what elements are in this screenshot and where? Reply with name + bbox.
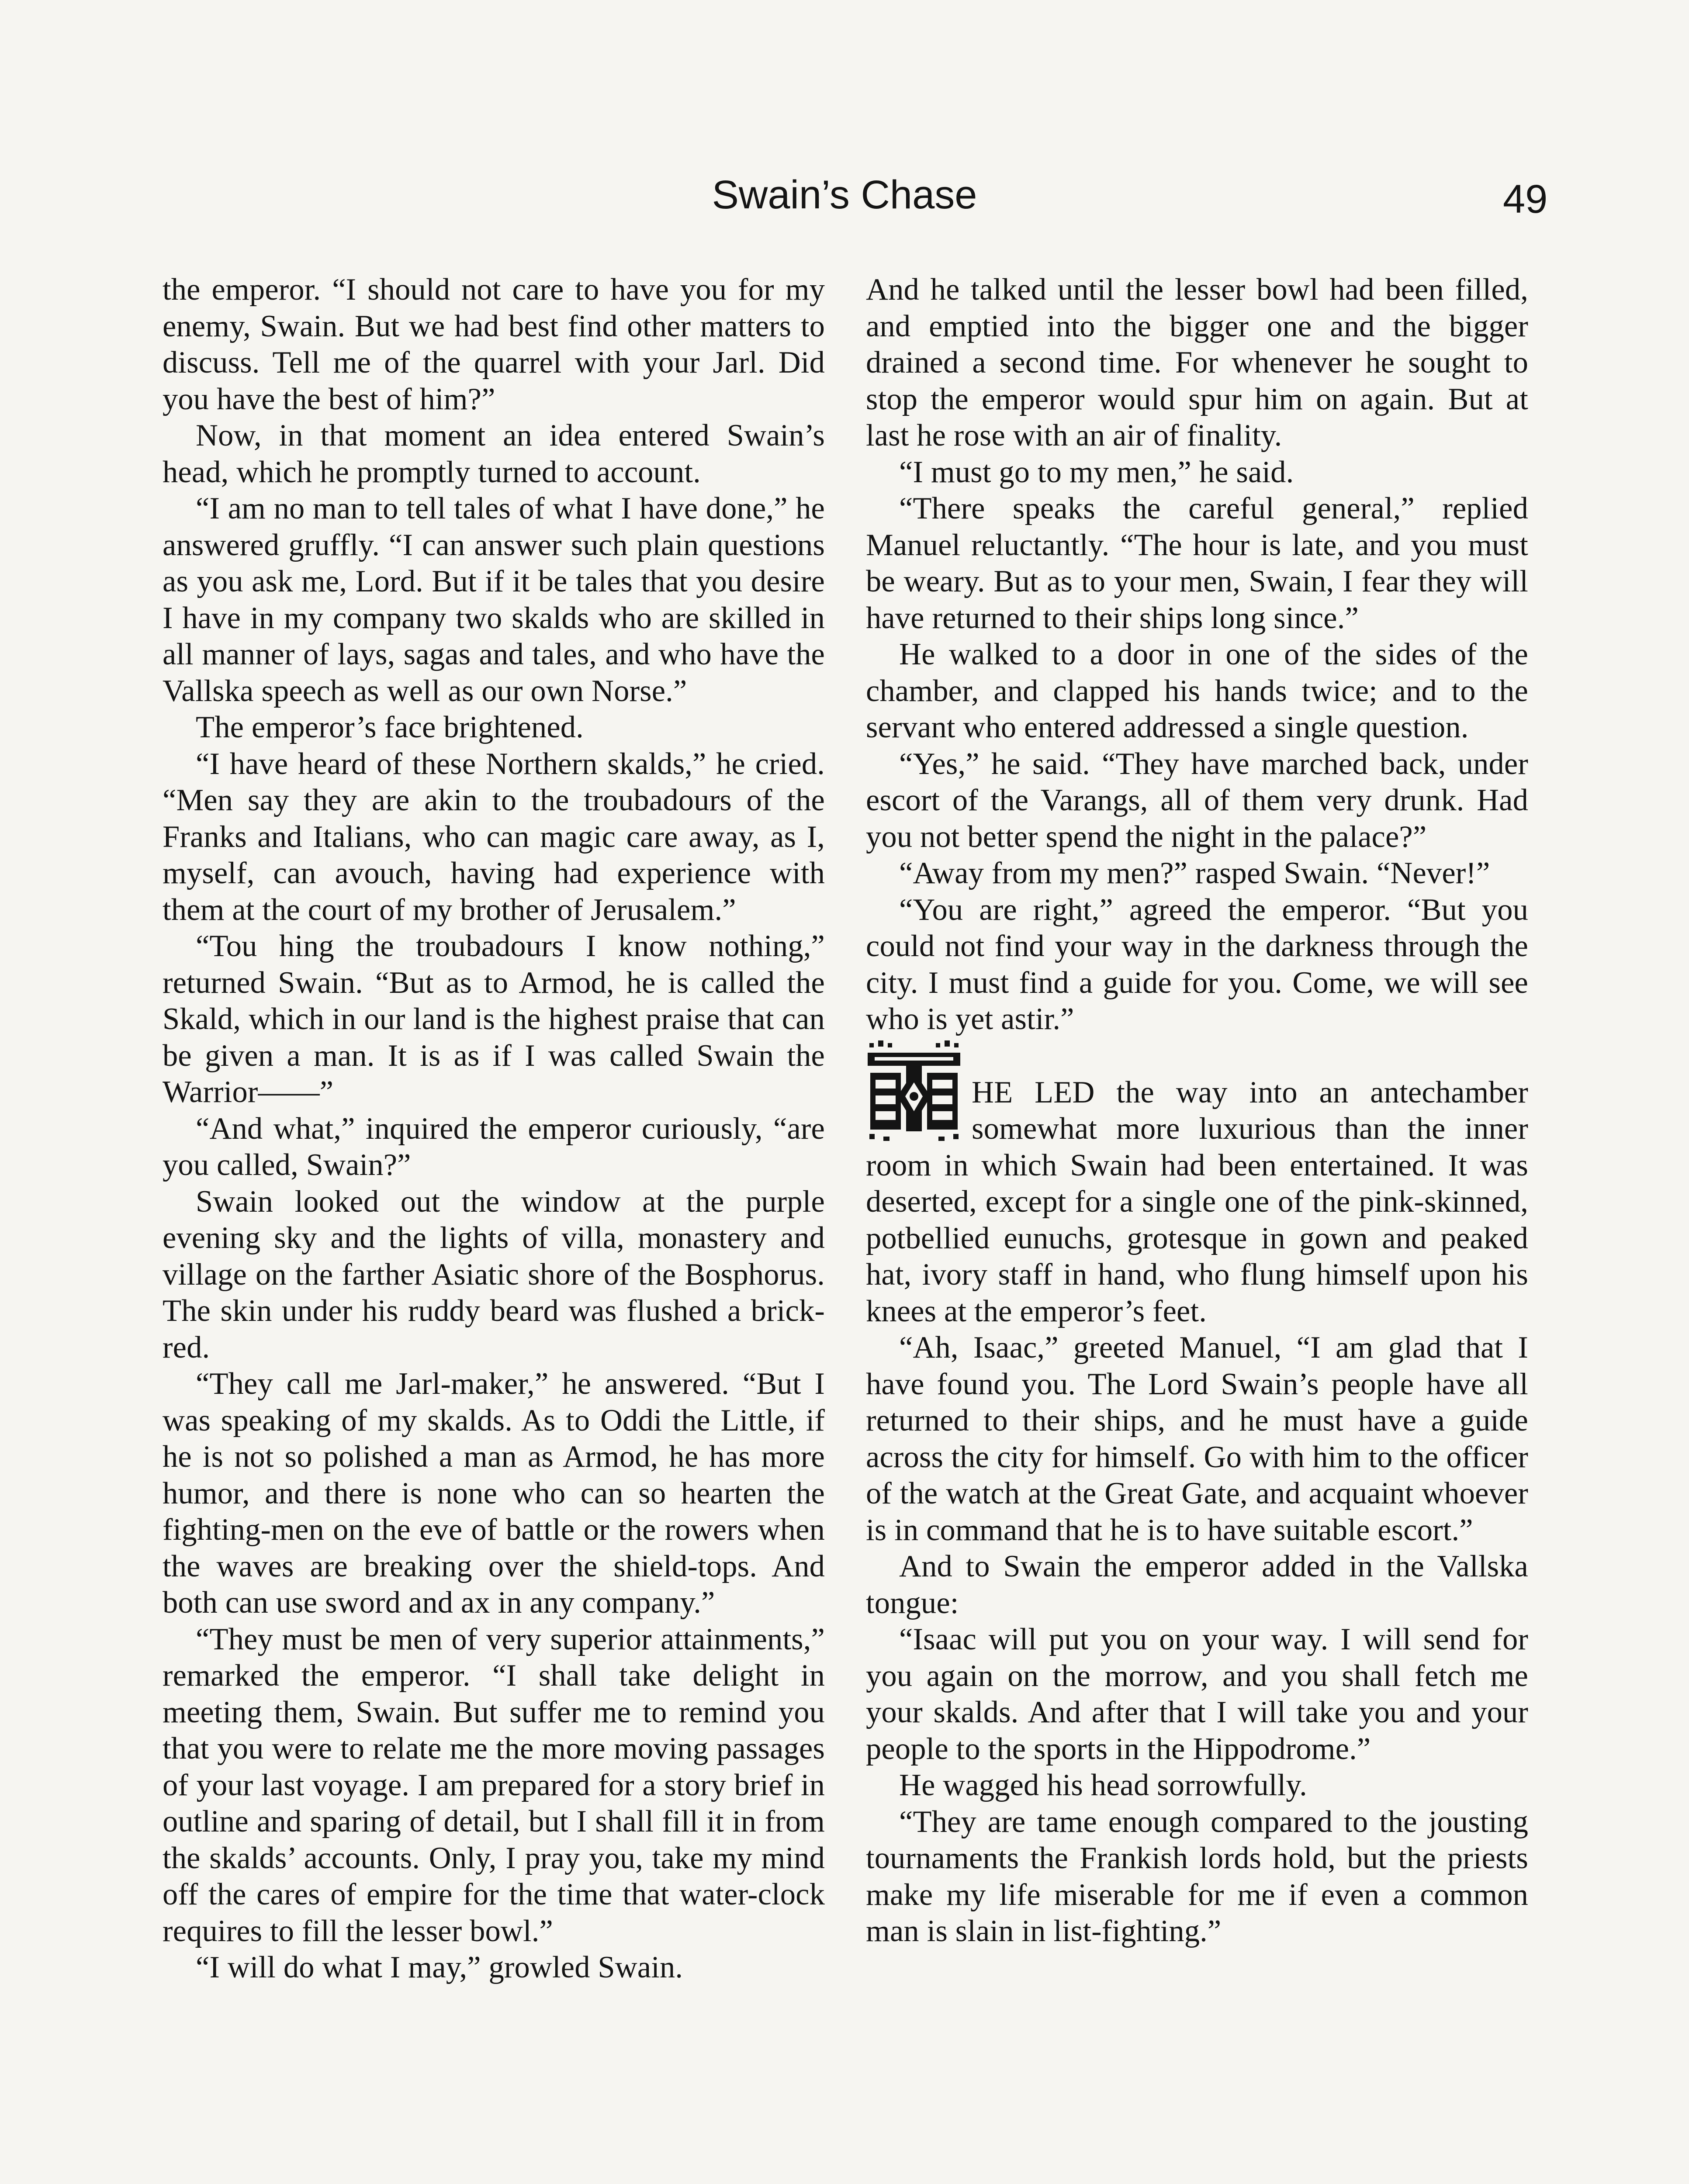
paragraph: He wagged his head sorrowfully.: [899, 1768, 1307, 1802]
right-column: [866, 272, 1528, 1950]
paragraph: The emperor’s face brightened.: [196, 710, 584, 744]
paragraph: “Ah, Isaac,” greeted Manuel, “I am glad that I have found you. The Lord Swain’s people have all returned to their ships, and he must have a guide across the city for himself. Go with him to the officer of the watch at the Great Gate, and acquaint whoever is in command that he is to have suitable escort.”: [866, 1330, 1528, 1547]
paragraph: “I am no man to tell tales of what I have done,” he answered gruffly. “I can answer such plain questions as you ask me, Lord. But if it be tales that you desire I have in my company two skalds who are skilled in all manner of lays, sagas and tales, and who have the Vallska speech as well as our own Norse.”: [163, 491, 825, 708]
paragraph: “They are tame enough compared to the jousting tournaments the Frankish lords hold, but the priests make my life miserable for me if even a common man is slain in list-fighting.”: [866, 1804, 1528, 1948]
paragraph: “Tou hing the troubadours I know nothing,” returned Swain. “But as to Armod, he is called the Skald, which in our land is the highest praise that can be given a man. It is as if I was called Swain the Warrior——”: [163, 929, 825, 1109]
paragraph: And to Swain the emperor added in the Vallska tongue:: [866, 1549, 1528, 1620]
paragraph: Now, in that moment an idea entered Swain’s head, which he promptly turned to account.: [163, 418, 825, 489]
section-start-text: HE LED the way into an antechamber somewhat more luxurious than the inner room in which Swain had been entertained. It was deserted, except for a single one of the pink-skinned, potbellied eunuchs, grotesque in gown and peaked hat, ivory staff in hand, who flung himself upon his knees at the emperor’s feet.: [866, 1075, 1528, 1328]
paragraph: He walked to a door in one of the sides of the chamber, and clapped his hands twice; and to the servant who entered addressed a single question.: [866, 637, 1528, 744]
running-head-title: Swain’s Chase: [712, 173, 977, 217]
paragraph: “And what,” inquired the emperor curiously, “are you called, Swain?”: [163, 1111, 825, 1182]
paragraph: “They must be men of very superior attainments,” remarked the emperor. “I shall take delight in meeting them, Swain. But suffer me to remind you that you were to relate me the more moving passages of your last voyage. I am prepared for a story brief in outline and sparing of detail, but I shall fill it in from the skalds’ accounts. Only, I pray you, take my mind off the cares of empire for the time that water-clock requires to fill the lesser bowl.”: [163, 1622, 825, 1948]
paragraph: “Yes,” he said. “They have marched back, under escort of the Varangs, all of them very drunk. Had you not better spend the night in the palace?”: [866, 746, 1528, 854]
page-number: 49: [1503, 177, 1548, 221]
paragraph: “I have heard of these Northern skalds,” he cried. “Men say they are akin to the troubadours of the Franks and Italians, who can magic care away, as I, myself, can avouch, having had experience with them at the court of my brother of Jerusalem.”: [163, 746, 825, 927]
paragraph: “Away from my men?” rasped Swain. “Never!”: [899, 856, 1490, 890]
paragraph: “There speaks the careful general,” replied Manuel reluctantly. “The hour is late, and you must be weary. But as to your men, Swain, I fear they will have returned to their ships long since.”: [866, 491, 1528, 635]
paragraph: “You are right,” agreed the emperor. “But you could not find your way in the darkness through the city. I must find a guide for you. Come, we will see who is yet astir.”: [866, 892, 1528, 1036]
section-start-paragraph: [866, 1075, 1528, 1330]
left-column: [163, 272, 825, 1986]
paragraph: And he talked until the lesser bowl had been filled, and emptied into the bigger one and the bigger drained a second time. For whenever he sought to stop the emperor would spur him on again. But at last he rose with an air of finality.: [866, 273, 1528, 453]
paragraph: “They call me Jarl-maker,” he answered. “But I was speaking of my skalds. As to Oddi the Little, if he is not so polished a man as Armod, he has more humor, and there is none who can so hearten the fighting-men on the eve of battle or the rowers when the waves are breaking over the shield-tops. And both can use sword and ax in any company.”: [163, 1367, 825, 1620]
paragraph: the emperor. “I should not care to have you for my enemy, Swain. But we had best find other matters to discuss. Tell me of the quarrel with your Jarl. Did you have the best of him?”: [163, 273, 825, 416]
paragraph: Swain looked out the window at the purple evening sky and the lights of villa, monastery and village on the farther Asiatic shore of the Bosphorus. The skin under his ruddy beard was flushed a brick-red.: [163, 1184, 825, 1365]
paragraph: “Isaac will put you on your way. I will send for you again on the morrow, and you shall fetch me your skalds. And after that I will take you and your people to the sports in the Hippodrome.”: [866, 1622, 1528, 1766]
paragraph: “I must go to my men,” he said.: [899, 455, 1294, 489]
ornamental-drop-cap-t-icon: [866, 1040, 962, 1142]
paragraph: “I will do what I may,” growled Swain.: [196, 1950, 683, 1984]
